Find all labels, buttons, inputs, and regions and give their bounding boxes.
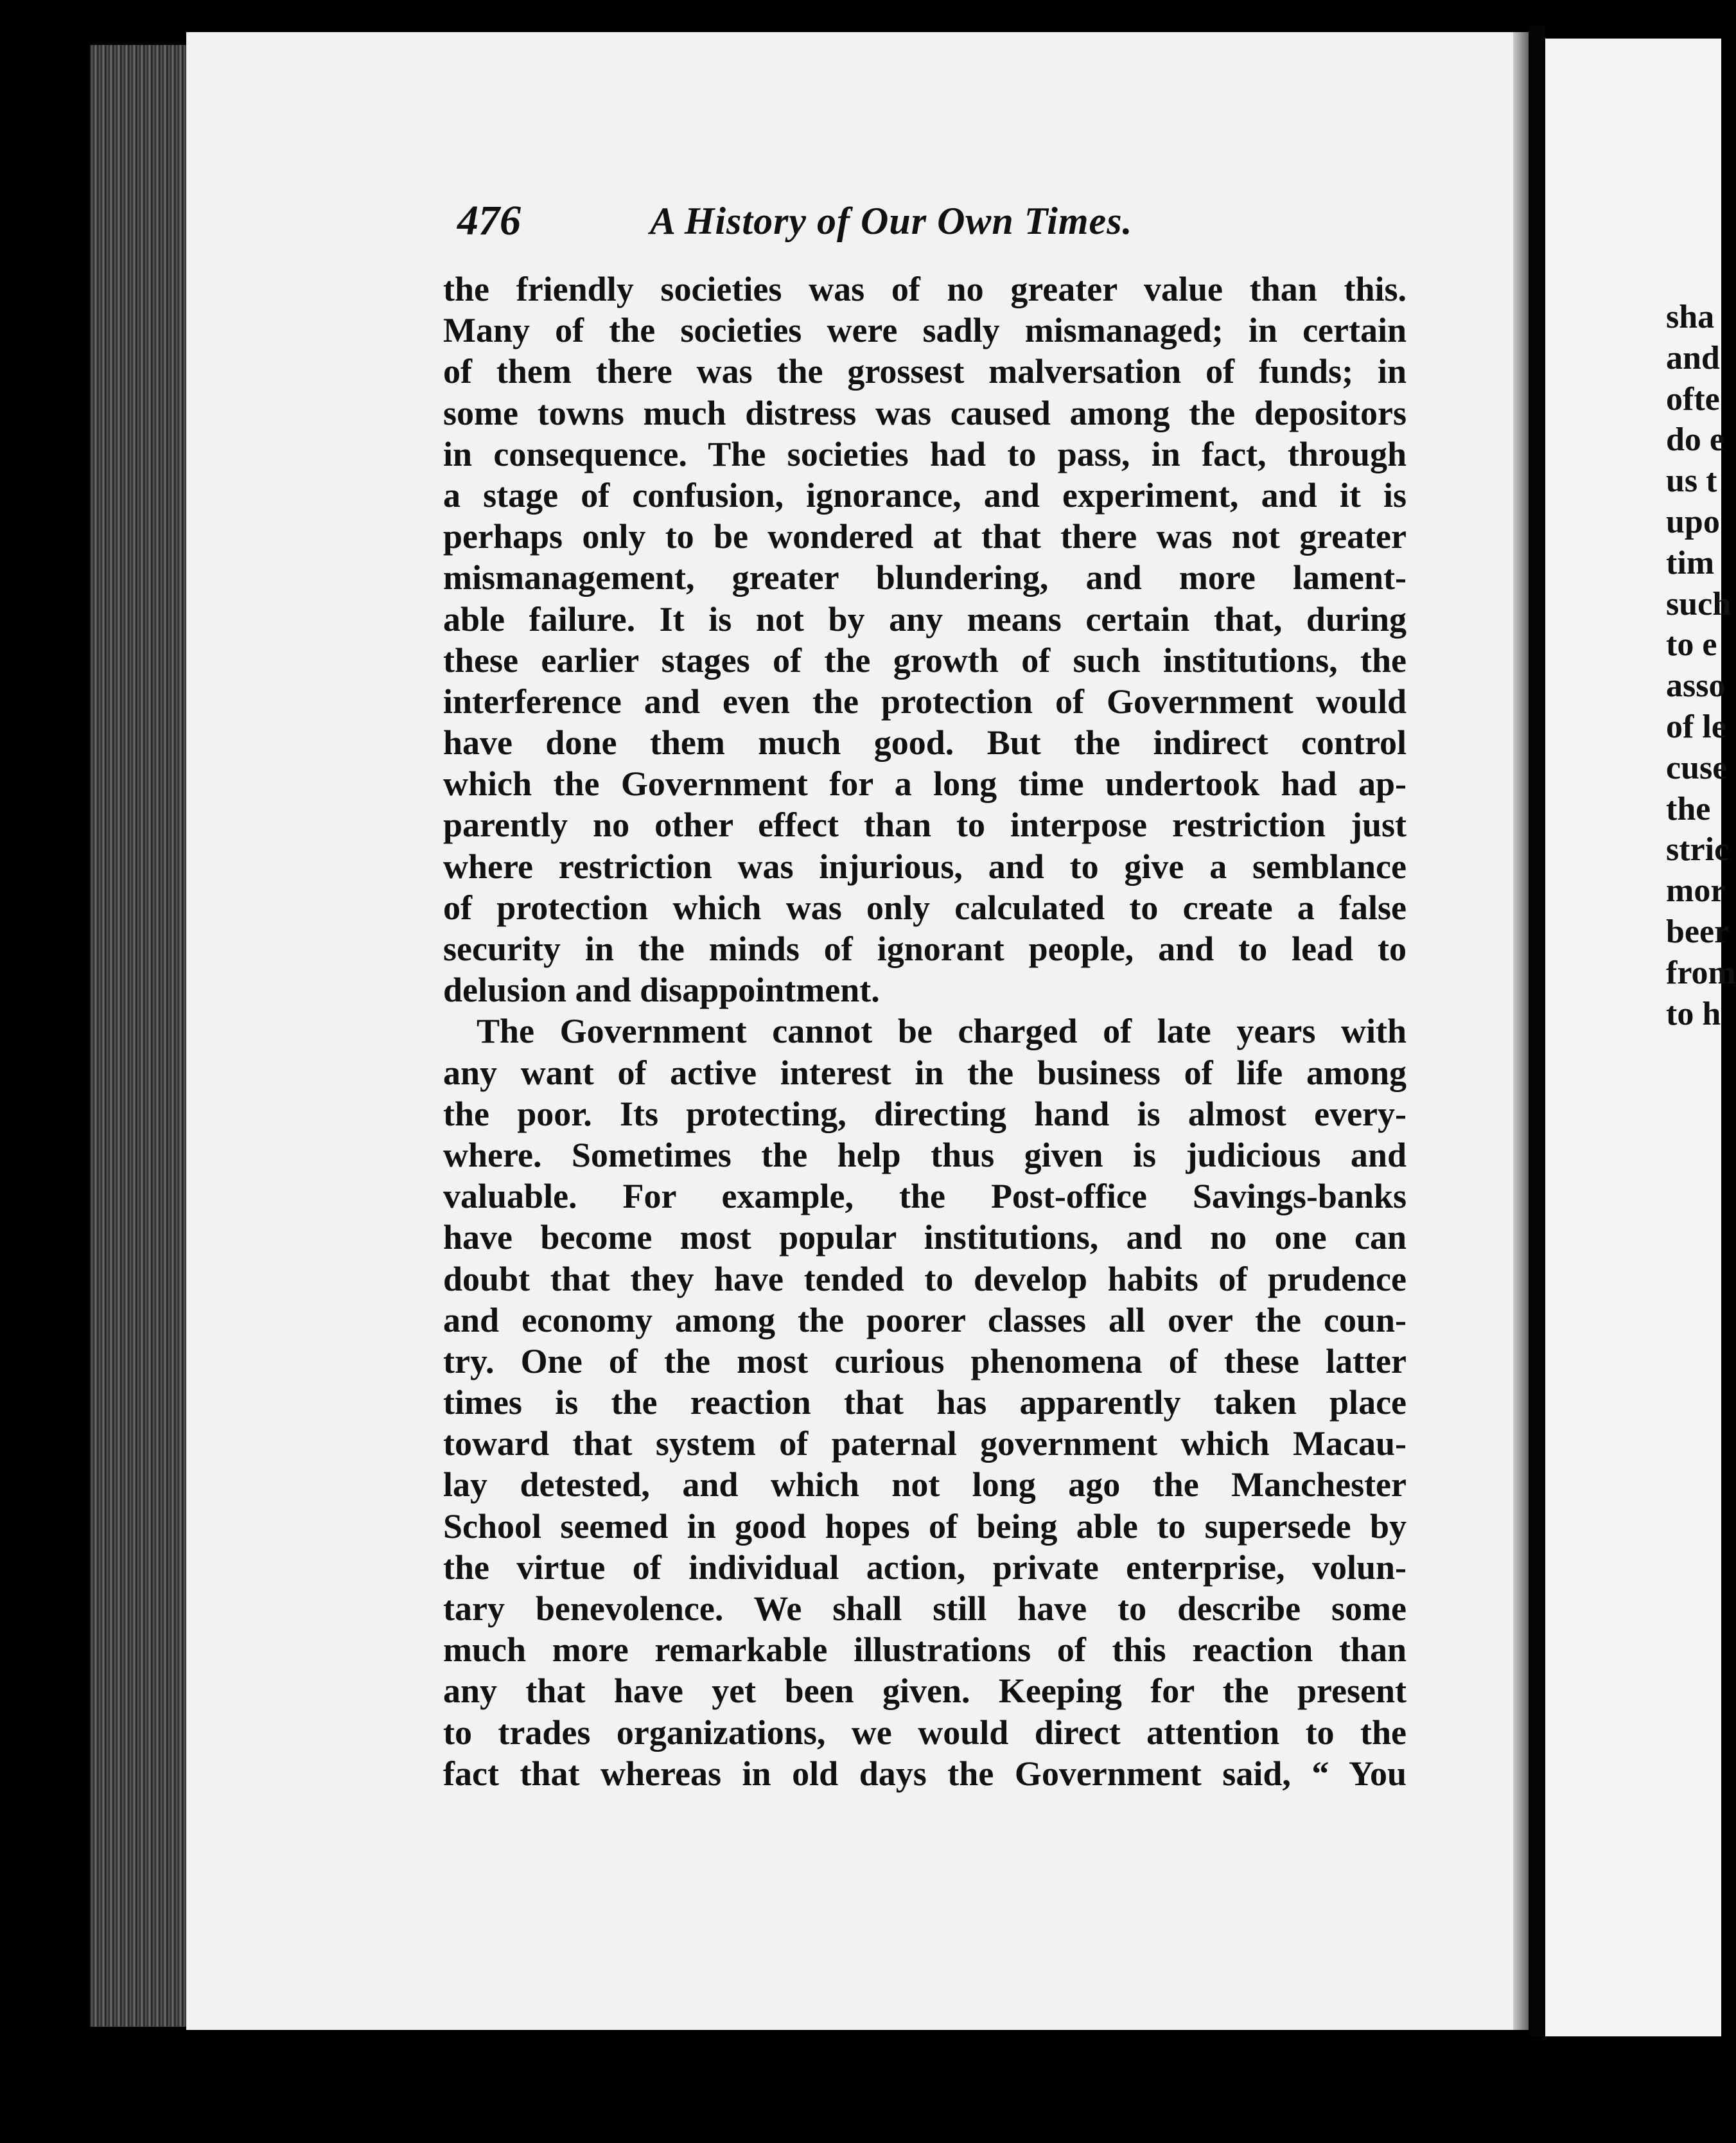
text-line: lay detested, and which not long ago the Manchester — [443, 1465, 1407, 1504]
text-line: The Government cannot be charged of late years with — [477, 1012, 1407, 1051]
text-line: security in the minds of ignorant people, and to lead to — [443, 930, 1407, 968]
text-line: Many of the societies were sadly mismanaged; in certain — [443, 311, 1407, 350]
facing-page-line: to h — [1666, 995, 1721, 1032]
facing-page-line: cuse — [1666, 749, 1728, 786]
facing-page-line: tim — [1666, 544, 1715, 581]
text-line: to trades organizations, we would direct attention to the — [443, 1713, 1407, 1752]
text-line: these earlier stages of the growth of such institutions, the — [443, 640, 1407, 680]
text-line: much more remarkable illustrations of this reaction than — [443, 1630, 1407, 1670]
text-line: where. Sometimes the help thus given is judicious and — [443, 1135, 1407, 1174]
text-line: able failure. It is not by any means certain that, during — [443, 599, 1407, 639]
facing-page-line: and — [1666, 339, 1720, 376]
facing-page-line: from — [1666, 954, 1736, 991]
facing-page-line: sha — [1666, 299, 1715, 335]
page-edges — [90, 45, 193, 2027]
text-line: mismanagement, greater blundering, and more lament- — [443, 558, 1407, 597]
text-line: parently no other effect than to interpose restriction just — [443, 806, 1407, 845]
text-line: of them there was the grossest malversation of funds; in — [443, 352, 1407, 391]
text-line: try. One of the most curious phenomena of these latter — [443, 1341, 1407, 1380]
text-line: times is the reaction that has apparently taken place — [443, 1383, 1407, 1422]
text-line: delusion and disappointment. — [443, 971, 880, 1010]
facing-page-line: ofte — [1666, 380, 1720, 418]
text-line: any that have yet been given. Keeping for the present — [443, 1671, 1407, 1711]
text-line: and economy among the poorer classes all over the coun- — [443, 1300, 1407, 1339]
body-text — [443, 269, 1407, 1794]
facing-page-line: upo — [1666, 503, 1720, 540]
facing-page-text — [1666, 297, 1736, 1034]
facing-page-line: such — [1666, 585, 1732, 622]
facing-page-line: of le — [1666, 708, 1726, 745]
text-line: fact that whereas in old days the Government said, “ You — [443, 1754, 1407, 1793]
facing-page-line: the — [1666, 790, 1711, 827]
facing-page-line: mor — [1666, 872, 1726, 910]
text-line: the friendly societies was of no greater value than this. — [443, 270, 1407, 308]
facing-page-line: beer — [1666, 913, 1730, 950]
text-line: tary benevolence. We shall still have to describe some — [443, 1589, 1407, 1628]
page-header — [457, 190, 1196, 252]
text-line: the poor. Its protecting, directing hand is almost every- — [443, 1094, 1407, 1133]
running-title: A History of Our Own Times. — [650, 200, 1133, 242]
text-line: have done them much good. But the indirect control — [443, 723, 1407, 763]
facing-page-line: to e — [1666, 626, 1717, 664]
text-line: where restriction was injurious, and to give a semblance — [443, 847, 1407, 886]
text-line: interference and even the protection of Government would — [443, 682, 1407, 721]
text-line: perhaps only to be wondered at that there was not greater — [443, 517, 1407, 556]
text-line: have become most popular institutions, and no one can — [443, 1218, 1407, 1257]
book-gutter — [1529, 26, 1545, 2036]
text-line: which the Government for a long time undertook had ap- — [443, 764, 1407, 804]
page-number: 476 — [457, 197, 521, 244]
text-line: valuable. For example, the Post-office Savings-banks — [443, 1177, 1407, 1216]
text-line: some towns much distress was caused among the depositors — [443, 393, 1407, 432]
facing-page-line: do e — [1666, 421, 1724, 459]
text-line: the virtue of individual action, private enterprise, volun- — [443, 1548, 1407, 1587]
text-line: any want of active interest in the business of life among — [443, 1053, 1407, 1092]
text-line: of protection which was only calculated to create a false — [443, 888, 1407, 927]
text-line: School seemed in good hopes of being able to supersede by — [443, 1506, 1407, 1546]
facing-page-line: us t — [1666, 463, 1717, 500]
text-line: doubt that they have tended to develop habits of prudence — [443, 1259, 1407, 1298]
facing-page-line: stric — [1666, 831, 1730, 869]
facing-page-line: asso — [1666, 667, 1726, 705]
text-line: a stage of confusion, ignorance, and experiment, and it is — [443, 475, 1407, 515]
text-line: in consequence. The societies had to pass, in fact, through — [443, 434, 1407, 473]
text-line: toward that system of paternal government which Macau- — [443, 1424, 1407, 1463]
